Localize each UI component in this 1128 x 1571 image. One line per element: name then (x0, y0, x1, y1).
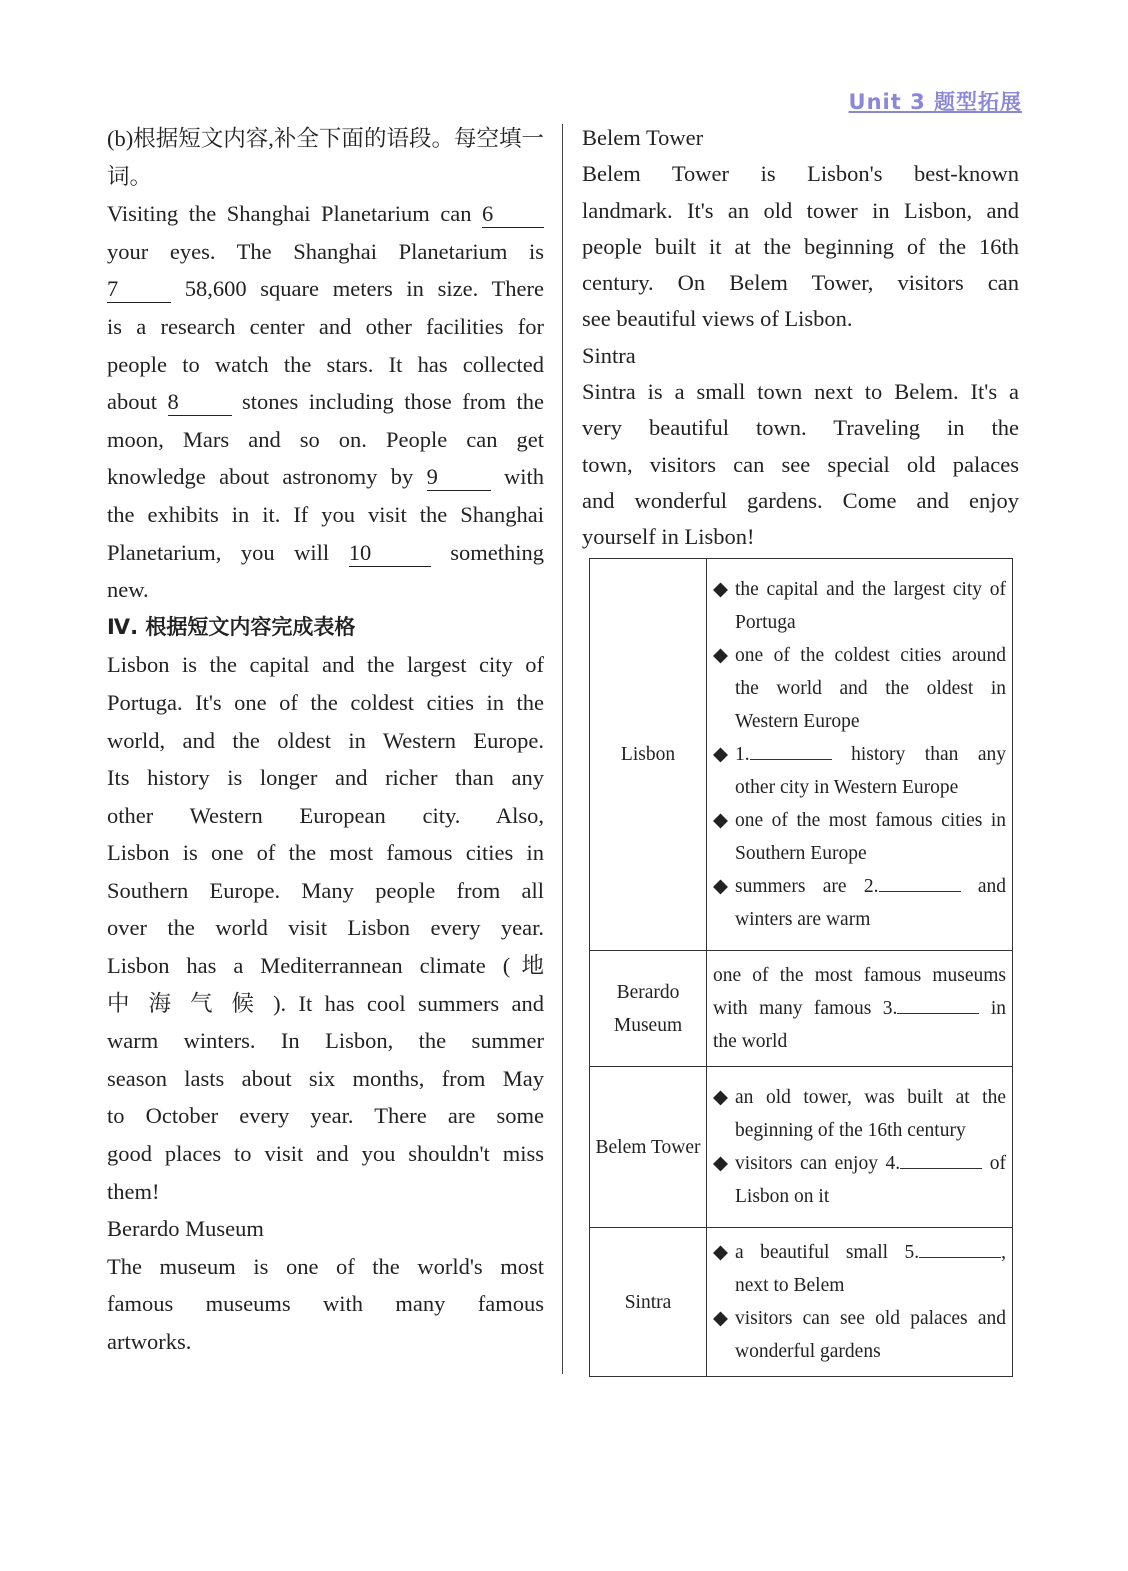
diamond-bullet-icon: ◆ (713, 1308, 728, 1329)
row-label: Sintra (590, 1228, 707, 1377)
row-content (707, 559, 1013, 951)
blank-6[interactable]: 6 (482, 201, 544, 228)
table-blank-3[interactable] (897, 993, 979, 1014)
table-blank-1[interactable] (750, 739, 832, 760)
sintra-passage: Sintra is a small town next to Belem. It's a very beautiful town. Traveling in the town, visitors can see special old palaces and wonderful gardens. Come and enjoy yourself in Lisbon! (582, 379, 1019, 550)
list-item: ◆ an old tower, was built at the beginning of the 16th century (713, 1081, 1006, 1147)
list-item: ◆ one of the most famous cities in Southern Europe (713, 804, 1006, 870)
list-item: ◆ 1. history than any other city in Western Europe (713, 738, 1006, 804)
list-item: ◆ one of the coldest cities around the world and the oldest in Western Europe (713, 639, 1006, 738)
row-content (707, 1067, 1013, 1228)
left-column (107, 120, 544, 1361)
table-row (590, 951, 1013, 1067)
blank-9[interactable]: 9 (427, 464, 491, 491)
blank-10[interactable]: 10 (349, 540, 431, 567)
lisbon-passage: Lisbon is the capital and the largest city of Portuga. It's one of the coldest cities in the world, and the oldest in Western Europe. Its history is longer and richer than any other Western European city. Also, Lisbon is one of the most famous cities in Southern Europe. Many people from all over the world visit Lisbon every year. Lisbon has a Mediterrannean climate (地 中 海 气 候 ). It has cool summers and warm winters. In Lisbon, the summer season lasts about six months, from May to October every year. There are some good places to visit and you shouldn't miss them! (107, 652, 544, 1204)
diamond-bullet-icon: ◆ (713, 645, 728, 666)
table-row (590, 1228, 1013, 1377)
fill-instruction: (b)根据短文内容,补全下面的语段。每空填一词。 (107, 126, 544, 189)
row-label: Lisbon (590, 559, 707, 951)
row-label: Belem Tower (590, 1067, 707, 1228)
belem-passage: Belem Tower is Lisbon's best-known landmark. It's an old tower in Lisbon, and people built it at the beginning of the 16th century. On Belem Tower, visitors can see beautiful views of Lisbon. (582, 161, 1019, 332)
fill-passage: Visiting the Shanghai Planetarium can 6 your eyes. The Shanghai Planetarium is 7 58,600 square meters in size. There is a research center and other facilities for people to watch the stars. It has collected about 8 stones including those from the moon, Mars and so on. People can get knowledge about astronomy by 9 with the exhibits in it. If you visit the Shanghai Planetarium, you will 10 something new. (107, 201, 545, 603)
section-title: Ⅳ. 根据短文内容完成表格 (107, 614, 356, 639)
list-item: ◆ the capital and the largest city of Portuga (713, 573, 1006, 639)
blank-7[interactable]: 7 (107, 276, 171, 303)
table-blank-2[interactable] (879, 871, 961, 892)
list-item: ◆ visitors can see old palaces and wonderful gardens (713, 1302, 1006, 1368)
diamond-bullet-icon: ◆ (713, 810, 728, 831)
table-blank-4[interactable] (900, 1148, 982, 1169)
berardo-passage: The museum is one of the world's most famous museums with many famous artworks. (107, 1253, 544, 1354)
right-column (582, 120, 1019, 556)
table-blank-5[interactable] (919, 1237, 1001, 1258)
diamond-bullet-icon: ◆ (713, 876, 728, 897)
row-label: Berardo Museum (590, 951, 707, 1067)
blank-8[interactable]: 8 (168, 389, 232, 416)
info-table (589, 558, 1013, 1377)
table-row (590, 559, 1013, 951)
belem-title: Belem Tower (582, 125, 704, 150)
diamond-bullet-icon: ◆ (713, 1242, 728, 1263)
berardo-title: Berardo Museum (107, 1216, 264, 1242)
list-item: one of the most famous museums with many famous 3. in the world (713, 965, 1006, 1052)
row-content (707, 951, 1013, 1067)
list-item: ◆ summers are 2. and winters are warm (713, 870, 1006, 936)
diamond-bullet-icon: ◆ (713, 744, 728, 765)
unit-header: Unit 3 题型拓展 (848, 90, 1022, 114)
diamond-bullet-icon: ◆ (713, 1087, 728, 1108)
table-row (590, 1067, 1013, 1228)
sintra-title: Sintra (582, 342, 636, 368)
row-content (707, 1228, 1013, 1377)
list-item: ◆ a beautiful small 5. , next to Belem (713, 1236, 1006, 1302)
diamond-bullet-icon: ◆ (713, 579, 728, 600)
diamond-bullet-icon: ◆ (713, 1153, 728, 1174)
list-item: ◆ visitors can enjoy 4. of Lisbon on it (713, 1147, 1006, 1213)
column-divider (562, 124, 563, 1374)
